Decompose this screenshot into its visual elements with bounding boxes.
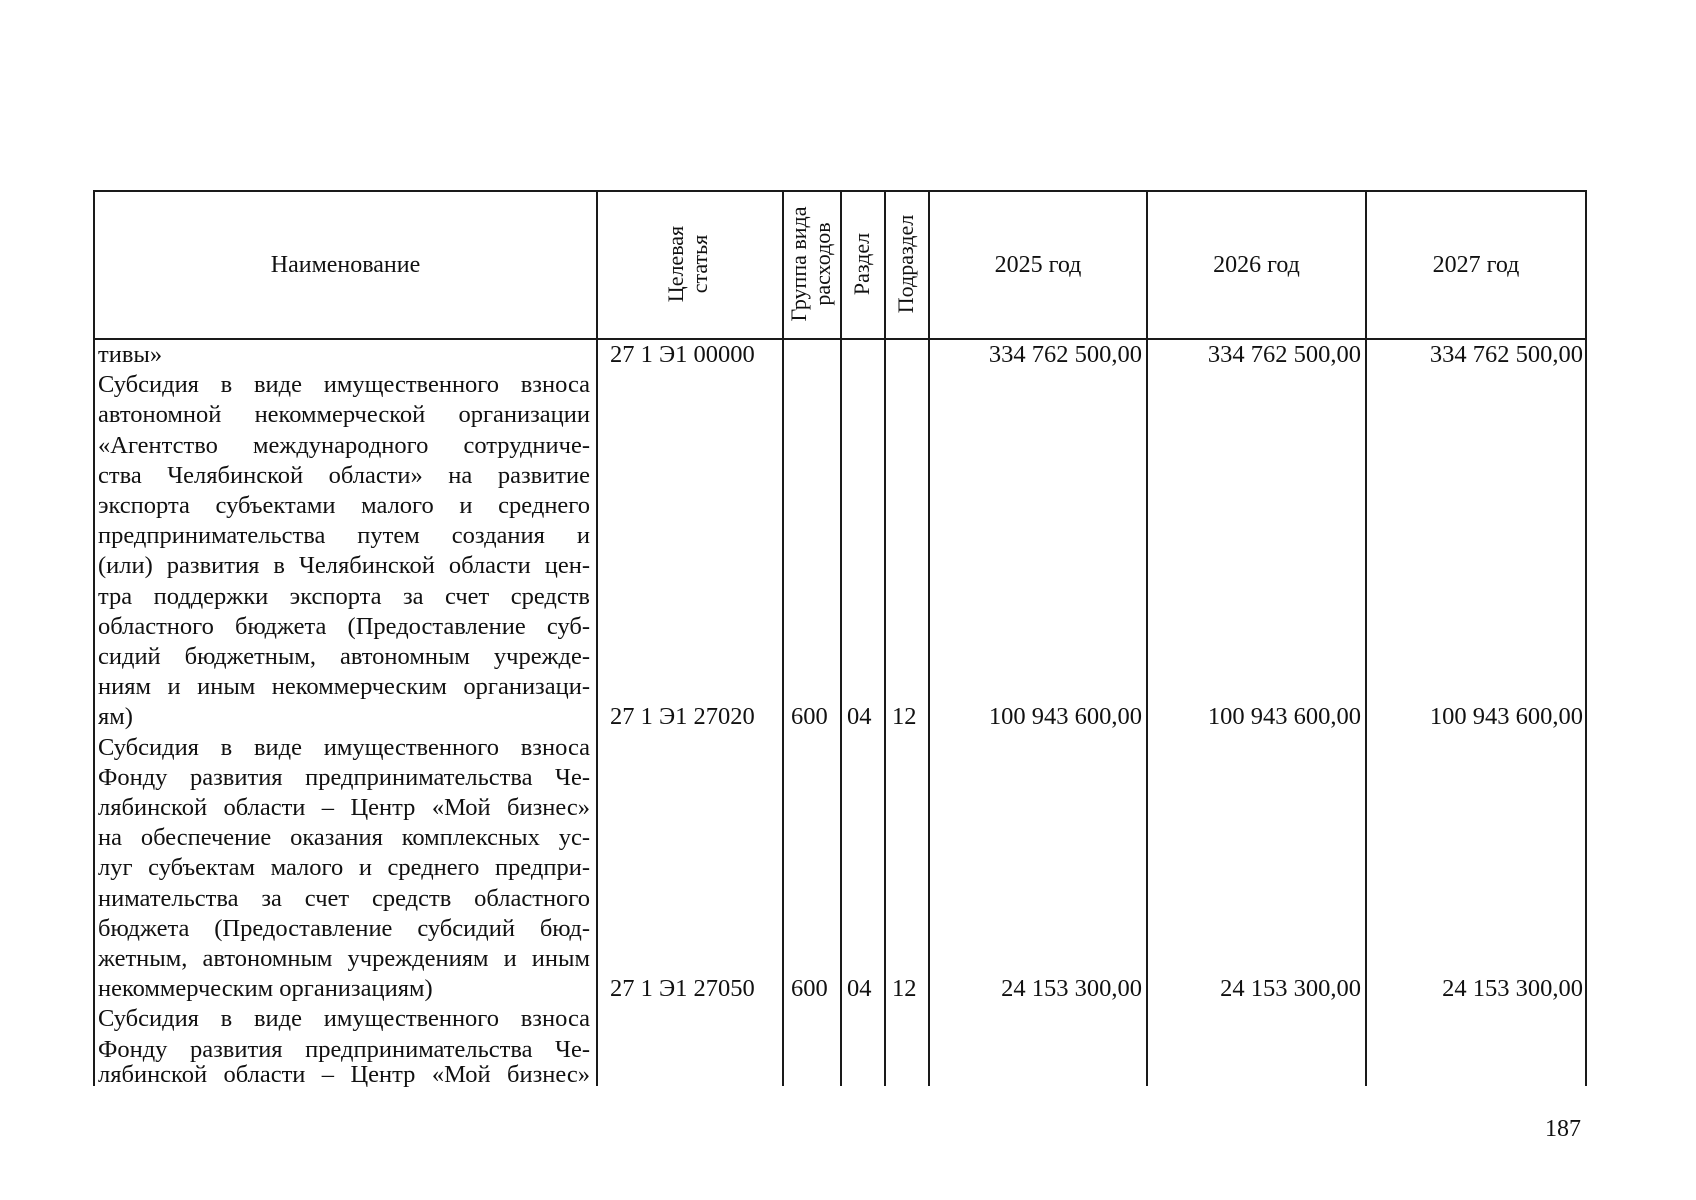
row2-expense-group: 600: [791, 703, 828, 730]
header-section-label: Раздел: [849, 232, 874, 296]
name-line: ства Челябинской области» на развитие: [98, 462, 590, 489]
page-number: 187: [1545, 1116, 1581, 1142]
row1-2027: 334 762 500,00: [1429, 341, 1583, 368]
header-2026-label: 2026 год: [1213, 252, 1300, 278]
header-expense-group: [787, 207, 835, 322]
name-line: Субсидия в виде имущественного взноса: [98, 734, 590, 761]
table-right-border: [1585, 190, 1587, 1086]
header-2025-label: 2025 год: [994, 252, 1082, 278]
header-expense-group-line1: Группа вида: [786, 206, 811, 322]
header-subsection-label: Подраздел: [893, 214, 918, 314]
header-name: [95, 192, 596, 338]
name-line: тивы»: [98, 341, 163, 368]
row2-2027: 100 943 600,00: [1429, 703, 1583, 730]
row3-target-article: 27 1 Э1 27050: [610, 975, 755, 1002]
row3-subsection: 12: [892, 975, 917, 1002]
name-line: Фонду развития предпринимательства Че-: [98, 1036, 590, 1063]
name-line: Фонду развития предпринимательства Че-: [98, 764, 590, 791]
name-line: ниям и иным некоммерческим организаци-: [98, 673, 590, 700]
row3-section: 04: [847, 975, 872, 1002]
name-line: некоммерческим организациям): [98, 975, 433, 1002]
name-line: тра поддержки экспорта за счет средств: [98, 583, 590, 610]
col-divider-article: [782, 190, 784, 1086]
name-line: лябинской области – Центр «Мой бизнес»: [98, 1061, 590, 1088]
col-divider-name: [596, 190, 598, 1086]
name-line: предпринимательства путем создания и: [98, 522, 590, 549]
row3-2026: 24 153 300,00: [1220, 975, 1361, 1002]
header-section: [850, 233, 874, 295]
row1-2025: 334 762 500,00: [988, 341, 1142, 368]
row3-2025: 24 153 300,00: [1001, 975, 1142, 1002]
header-expense-group-line2: расходов: [810, 222, 835, 306]
row3-expense-group: 600: [791, 975, 828, 1002]
header-target-article-line2: статья: [687, 234, 712, 294]
row2-subsection: 12: [892, 703, 917, 730]
row3-2027: 24 153 300,00: [1442, 975, 1583, 1002]
header-name-label: Наименование: [270, 252, 421, 278]
col-divider-section: [884, 190, 886, 1086]
name-line: (или) развития в Челябинской области цен-: [98, 552, 590, 579]
row2-2025: 100 943 600,00: [988, 703, 1142, 730]
row2-2026: 100 943 600,00: [1207, 703, 1361, 730]
name-line: сидий бюджетным, автономным учрежде-: [98, 643, 590, 670]
name-line: Субсидия в виде имущественного взноса: [98, 371, 590, 398]
row2-section: 04: [847, 703, 872, 730]
name-line: луг субъектам малого и среднего предпри-: [98, 854, 590, 881]
row1-2026: 334 762 500,00: [1207, 341, 1361, 368]
name-line: жетным, автономным учреждениям и иным: [98, 945, 590, 972]
name-line: Субсидия в виде имущественного взноса: [98, 1005, 590, 1032]
col-divider-group: [840, 190, 842, 1086]
name-line: экспорта субъектами малого и среднего: [98, 492, 590, 519]
header-2025: [930, 192, 1146, 338]
header-2027-label: 2027 год: [1432, 252, 1520, 278]
row1-target-article: 27 1 Э1 00000: [610, 341, 755, 368]
header-subsection: [894, 215, 918, 313]
name-line: ям): [98, 703, 133, 730]
name-line: нимательства за счет средств областного: [98, 885, 590, 912]
name-line: бюджета (Предоставление субсидий бюд-: [98, 915, 590, 942]
header-target-article-line1: Целевая: [663, 225, 688, 303]
header-target-article: [664, 226, 712, 302]
header-2026: [1148, 192, 1365, 338]
header-2027: [1367, 192, 1585, 338]
row2-target-article: 27 1 Э1 27020: [610, 703, 755, 730]
name-line: лябинской области – Центр «Мой бизнес»: [98, 794, 590, 821]
name-line: областного бюджета (Предоставление суб-: [98, 613, 590, 640]
name-line: на обеспечение оказания комплексных ус-: [98, 824, 590, 851]
name-line: «Агентство международного сотрудниче-: [98, 432, 590, 459]
name-line: автономной некоммерческой организации: [98, 401, 590, 428]
